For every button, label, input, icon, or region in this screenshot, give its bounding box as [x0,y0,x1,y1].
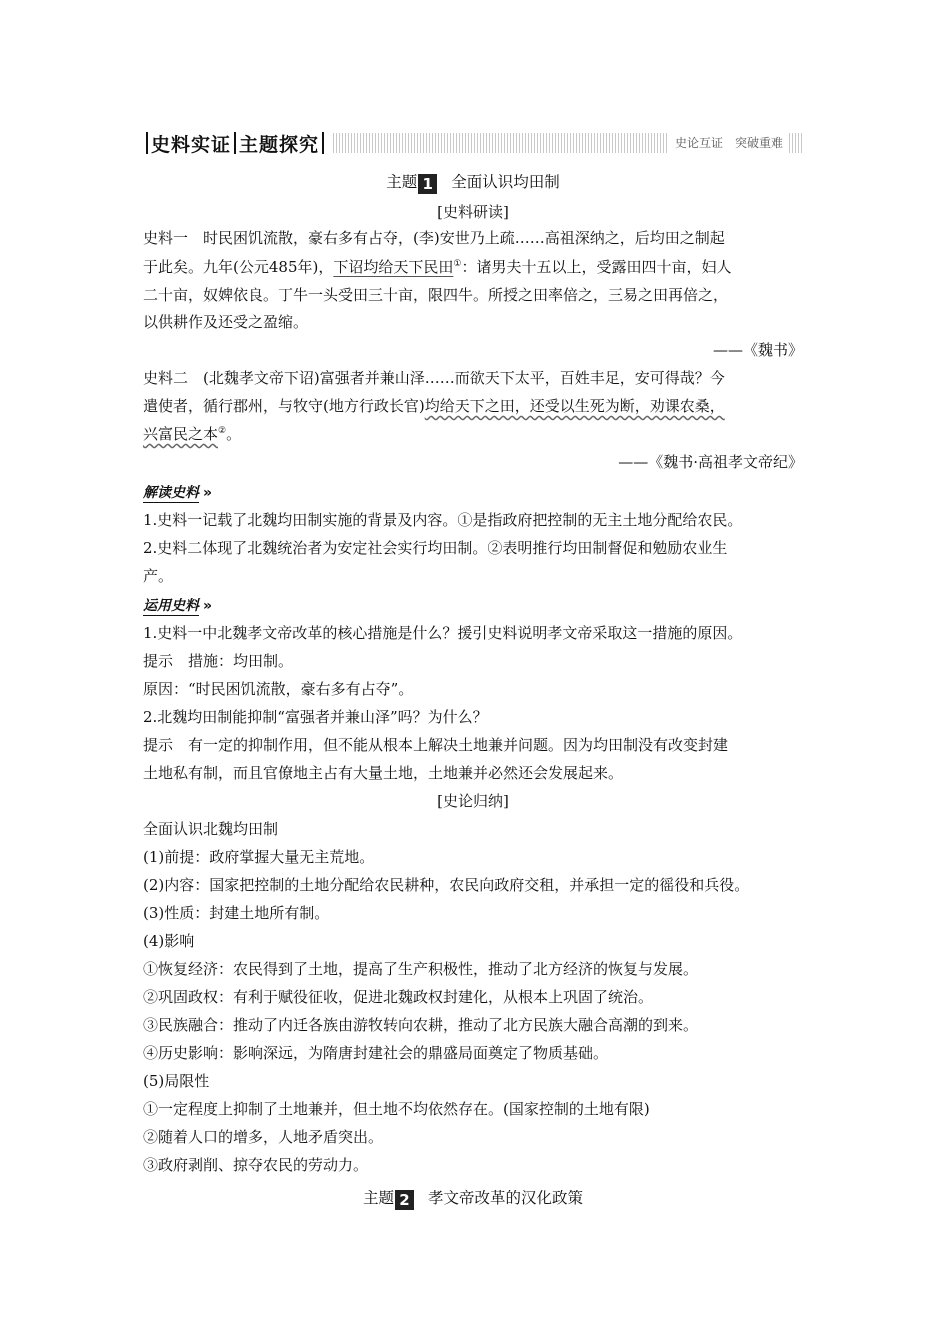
topic-1-title: 全面认识均田制 [451,173,560,191]
heading-research: [史料研读] [437,203,509,221]
label-interpret-text: 解读史料 [143,485,199,501]
source-1-line-2 [143,256,808,277]
summary-item-5b: ②随着人口的增多，人地矛盾突出。 [143,1128,384,1146]
source-2-text: 。 [226,425,242,443]
banner-title [143,130,327,156]
interpret-line-1: 1.史料一记载了北魏均田制实施的背景及内容。①是指政府把控制的无主土地分配给农民。 [143,511,743,529]
summary-item-4b: ②巩固政权：有利于赋役征收，促进北魏政权封建化，从根本上巩固了统治。 [143,988,654,1006]
interpret-line-2: 2.史料二体现了北魏统治者为安定社会实行均田制。②表明推行均田制督促和勉励农业生 [143,539,728,557]
summary-item-5c: ③政府剥削、掠夺农民的劳动力。 [143,1156,369,1174]
summary-item-5: (5)局限性 [143,1072,210,1090]
source-2-underlined: 兴富民之本 [143,425,219,443]
source-1-text: ：诸男夫十五以上，受露田四十亩，妇人 [461,258,732,276]
note-marker-2: ② [218,426,227,436]
summary-item-5a: ①一定程度上抑制了土地兼并，但土地不均依然存在。(国家控制的土地有限) [143,1100,650,1118]
interpret-line-3: 产。 [143,567,174,585]
label-interpret [143,482,212,502]
summary-item-4c: ③民族融合：推动了内迁各族由游牧转向农耕，推动了北方民族大融合高潮的到来。 [143,1016,699,1034]
label-apply-text: 运用史料 [143,598,199,614]
topic-2-heading [143,1186,803,1210]
section-banner [143,130,803,156]
source-2-line-1: 史料二 (北魏孝文帝下诏)富强者并兼山泽……而欲天下太平，百姓丰足，安可得哉？今 [143,369,725,387]
topic-1-number: 1 [418,174,437,194]
double-arrow-icon: » [203,485,213,501]
apply-answer-1b: 原因：“时民困饥流散，豪右多有占夺”。 [143,680,414,698]
summary-item-2: (2)内容：国家把控制的土地分配给农民耕种，农民向政府交租，并承担一定的徭役和兵役。 [143,876,750,894]
summary-title: 全面认识北魏均田制 [143,820,279,838]
summary-item-4: (4)影响 [143,932,195,950]
summary-item-3: (3)性质：封建土地所有制。 [143,904,330,922]
source-2-line-2 [143,395,808,416]
label-apply [143,595,212,615]
topic-1-heading [143,170,803,194]
apply-question-1: 1.史料一中北魏孝文帝改革的核心措施是什么？援引史料说明孝文帝采取这一措施的原因。 [143,624,743,642]
apply-answer-1a: 提示 措施：均田制。 [143,652,294,670]
source-1-underlined: 下诏均给天下民田 [333,258,454,276]
banner-bar [322,132,324,154]
apply-answer-2a: 提示 有一定的抑制作用，但不能从根本上解决土地兼并问题。因为均田制没有改变封建 [143,736,729,754]
apply-question-2: 2.北魏均田制能抑制“富强者并兼山泽”吗？为什么？ [143,708,488,726]
banner-title-b: 主题探究 [239,133,320,156]
apply-answer-2b: 土地私有制，而且官僚地主占有大量土地，土地兼并必然还会发展起来。 [143,764,624,782]
source-1-line-1: 史料一 时民困饥流散，豪右多有占夺，(李)安世乃上疏……高祖深纳之，后均田之制起 [143,229,725,247]
summary-item-4a: ①恢复经济：农民得到了土地，提高了生产积极性，推动了北方经济的恢复与发展。 [143,960,699,978]
banner-title-a: 史料实证 [151,133,232,156]
source-2-underlined: 均给天下之田，还受以生死为断，劝课农桑， [424,397,725,415]
banner-subtitle: 史论互证 突破重难 [669,133,789,153]
topic-2-prefix: 主题 [362,1189,394,1207]
source-1-citation: ——《魏书》 [712,341,803,359]
source-2-citation: ——《魏书·高祖孝文帝纪》 [618,453,803,471]
source-2-text: 遣使者，循行郡州，与牧守(地方行政长官) [143,397,425,415]
summary-item-4d: ④历史影响：影响深远，为隋唐封建社会的鼎盛局面奠定了物质基础。 [143,1044,609,1062]
banner-bar [234,132,236,154]
banner-bar [146,132,148,154]
topic-2-number: 2 [395,1190,414,1210]
summary-item-1: (1)前提：政府掌握大量无主荒地。 [143,848,375,866]
source-2-line-3 [143,423,808,444]
heading-summary: [史论归纳] [437,792,509,810]
source-1-line-4: 以供耕作及还受之盈缩。 [143,313,309,331]
note-marker-1: ① [453,259,462,269]
topic-2-title: 孝文帝改革的汉化政策 [428,1189,584,1207]
source-1-line-3: 二十亩，奴婢依良。丁牛一头受田三十亩，限四牛。所授之田率倍之，三易之田再倍之， [143,286,729,304]
topic-1-prefix: 主题 [386,173,418,191]
double-arrow-icon: » [203,598,213,614]
source-1-text: 于此矣。九年(公元485年)， [143,258,334,276]
